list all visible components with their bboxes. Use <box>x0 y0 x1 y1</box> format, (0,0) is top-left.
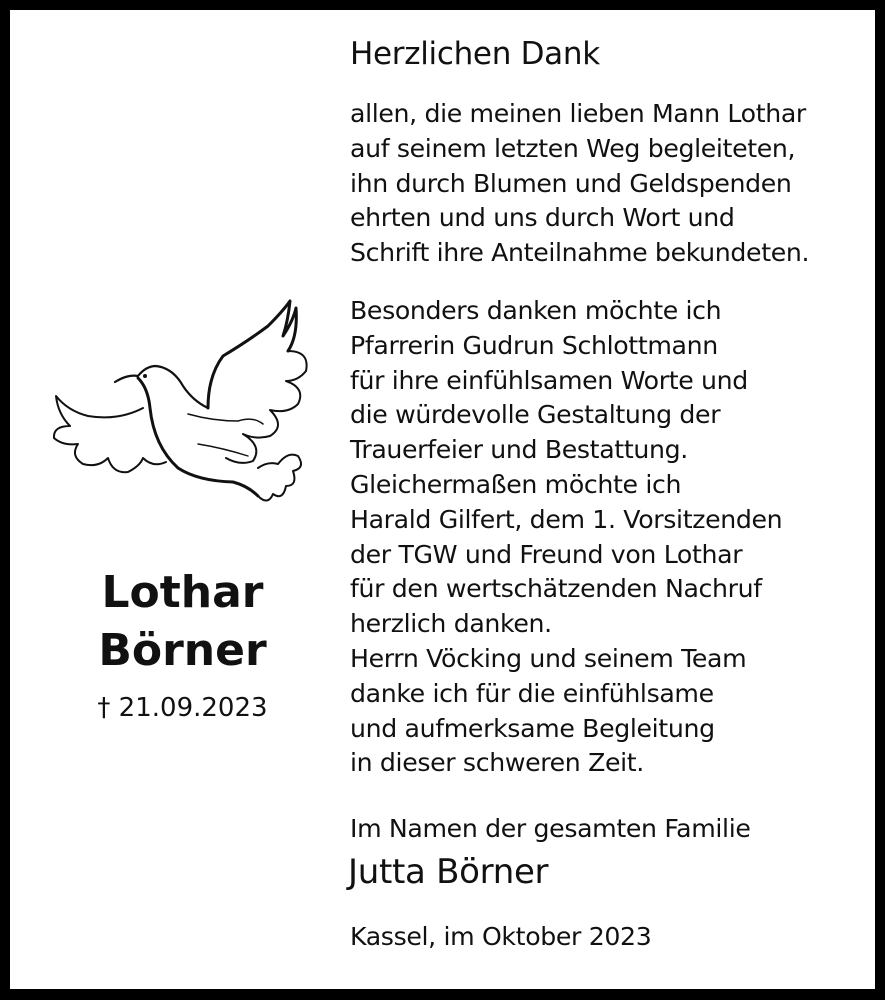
text-line: Herrn Vöcking und seinem Team <box>350 643 747 673</box>
text-line: Gleichermaßen möchte ich <box>350 469 682 499</box>
death-date: † 21.09.2023 <box>97 693 268 723</box>
text-line: für den wertschätzenden Nachruf <box>350 574 762 604</box>
thanks-paragraph <box>350 97 809 271</box>
text-line: in dieser schweren Zeit. <box>350 748 644 778</box>
text-line: danke ich für die einfühlsame <box>350 678 714 708</box>
text-line: und aufmerksame Begleitung <box>350 713 715 743</box>
deceased-first-name: Lothar <box>101 567 264 618</box>
place-date: Kassel, im Oktober 2023 <box>350 922 652 951</box>
text-line: ehrten und uns durch Wort und <box>350 203 735 233</box>
text-line: Harald Gilfert, dem 1. Vorsitzenden <box>350 504 783 534</box>
special-thanks-paragraph <box>350 294 782 781</box>
dove-icon <box>48 296 313 506</box>
text-line: Trauerfeier und Bestattung. <box>350 435 688 465</box>
text-line: Schrift ihre Anteilnahme bekundeten. <box>350 238 810 268</box>
closing-line: Im Namen der gesamten Familie <box>350 814 751 843</box>
deceased-last-name: Börner <box>98 625 267 676</box>
signer-name: Jutta Börner <box>348 852 549 892</box>
text-line: ihn durch Blumen und Geldspenden <box>350 168 792 198</box>
heading: Herzlichen Dank <box>350 36 600 72</box>
text-line: auf seinem letzten Weg begleiteten, <box>350 133 796 163</box>
text-line: die würdevolle Gestaltung der <box>350 400 721 430</box>
text-line: Pfarrerin Gudrun Schlottmann <box>350 330 718 360</box>
text-line: für ihre einfühlsamen Worte und <box>350 365 748 395</box>
deceased-name <box>60 564 305 680</box>
text-line: allen, die meinen lieben Mann Lothar <box>350 99 806 128</box>
text-line: Besonders danken möchte ich <box>350 296 722 325</box>
text-line: herzlich danken. <box>350 609 552 639</box>
text-line: der TGW und Freund von Lothar <box>350 539 743 569</box>
